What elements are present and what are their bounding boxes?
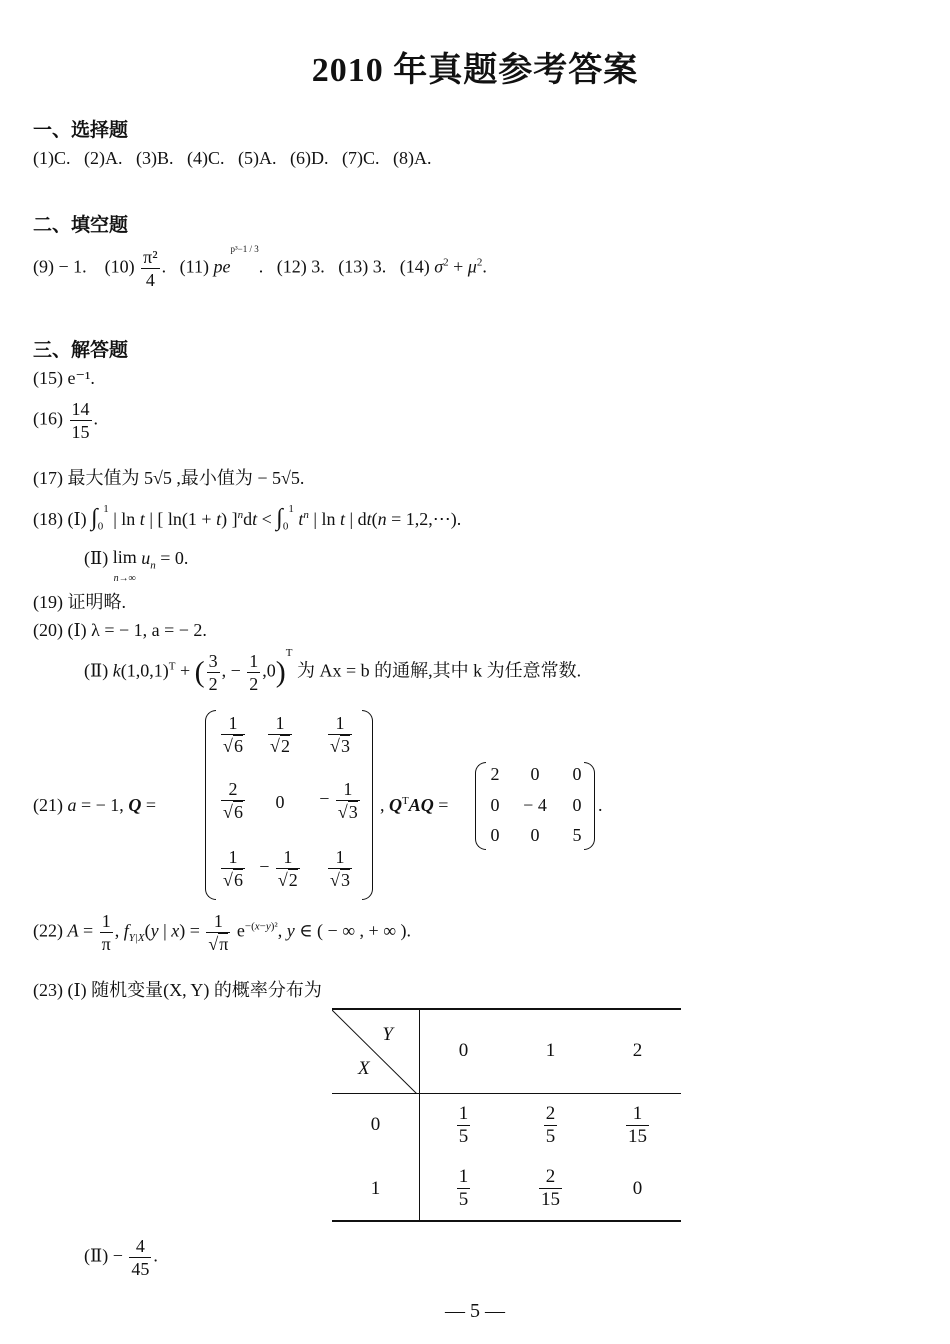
- answer-18-part2: (Ⅱ) lim n→∞ $u_n = 0$.: [84, 547, 189, 584]
- answer-11-exponent: p³−1 / 3: [230, 243, 259, 254]
- table-corner: Y X: [332, 1009, 420, 1093]
- answer-15: (15) e⁻¹.: [33, 368, 95, 388]
- answer-21-qtaq: , $Q^TAQ$ =: [380, 795, 449, 815]
- answer-21-label: (21) a = − 1, Q =: [33, 795, 156, 815]
- answer-2: (2)A.: [84, 148, 123, 168]
- answer-3: (3)B.: [136, 148, 174, 168]
- answer-17: (17) 最大值为 5√5 ,最小值为 − 5√5.: [33, 468, 305, 488]
- answer-19: (19) 证明略.: [33, 592, 126, 612]
- answer-18-part1: (18) (Ⅰ) $\int_0^1$ | ln t | [ ln(1 + t) ]$^ndt < \int_0^1$ $t^n$ | ln t | dt(n = 1,2,⋯).: [33, 503, 462, 533]
- answer-4: (4)C.: [187, 148, 225, 168]
- answer-23-part1: (23) (Ⅰ) 随机变量(X, Y) 的概率分布为: [33, 980, 322, 1000]
- answer-20-part1: (20) (Ⅰ) λ = − 1, a = − 2.: [33, 620, 207, 640]
- answer-11-label: (11): [179, 256, 209, 277]
- section-heading-fill: 二、填空题: [33, 214, 129, 236]
- section-heading-choice: 一、选择题: [33, 119, 129, 141]
- answer-16: (16) $\frac{14}{15}$ .: [33, 399, 98, 442]
- answer-6: (6)D.: [290, 148, 329, 168]
- answer-12: (12) 3.: [276, 256, 325, 277]
- answer-5: (5)A.: [238, 148, 277, 168]
- answer-10-fraction: $\frac{\text{π²}}{4}$: [143, 247, 158, 290]
- answer-7: (7)C.: [342, 148, 380, 168]
- answer-1: (1)C.: [33, 148, 71, 168]
- page-number: — 5 —: [445, 1300, 505, 1322]
- answer-22: (22) A = $\frac{1}{\pi}$ , $f_{Y|X}(y$ | x) = $\frac{1}{√\pi}$ $e^{-(x-y)^2}$, y ∈ ( − ∞ , + ∞ ).: [33, 911, 412, 954]
- answer-13: (13) 3.: [338, 256, 387, 277]
- table-row: 1 $\frac{1}{5}$ $\frac{2}{15}$ 0: [332, 1157, 681, 1221]
- matrix-diag: 2 0 0 0 − 4 0 0 0 5: [475, 762, 595, 850]
- col-header: 2: [632, 1040, 643, 1062]
- fill-answers: (9) − 1. (10) $\frac{\text{π²}}{4}$ . (11) $pe^{p^3-1 / 3}$. (12) 3. (13) 3. (14) $\sigma^2 + \mu^2$.: [33, 243, 487, 290]
- probability-table: [332, 1008, 681, 1222]
- col-header: 0: [458, 1040, 469, 1062]
- matrix-q: $\frac{1}{√6}$ $\frac{1}{√2}$ $\frac{1}{√3}$ $\frac{2}{√6}$ 0 − $\frac{1}{√3}$ $\frac{1}{√6}$ − $\frac{1}{√2}$ $\frac{1}{√3}$: [205, 710, 373, 900]
- answer-10-label: (10): [104, 256, 135, 277]
- col-header: 1: [545, 1040, 556, 1062]
- answer-20-part2: (Ⅱ) $k(1,0,1)^T$ + ( $\frac{3}{2}$ , − $\frac{1}{2}$ ,0)$^T$ 为 Ax = b 的通解,其中 k 为任意常数.: [84, 646, 582, 694]
- table-row: 0 $\frac{1}{5}$ $\frac{2}{5}$ $\frac{1}{15}$: [332, 1093, 681, 1157]
- page-title: 2010 年真题参考答案: [311, 52, 639, 89]
- answer-23-part2: (Ⅱ) − $\frac{4}{45}$ .: [84, 1236, 158, 1279]
- choice-answers: [33, 148, 432, 169]
- answer-14-label: (14): [399, 256, 430, 277]
- section-heading-solve: 三、解答题: [33, 339, 129, 361]
- answer-9: (9) − 1.: [33, 256, 87, 277]
- answer-8: (8)A.: [393, 148, 432, 168]
